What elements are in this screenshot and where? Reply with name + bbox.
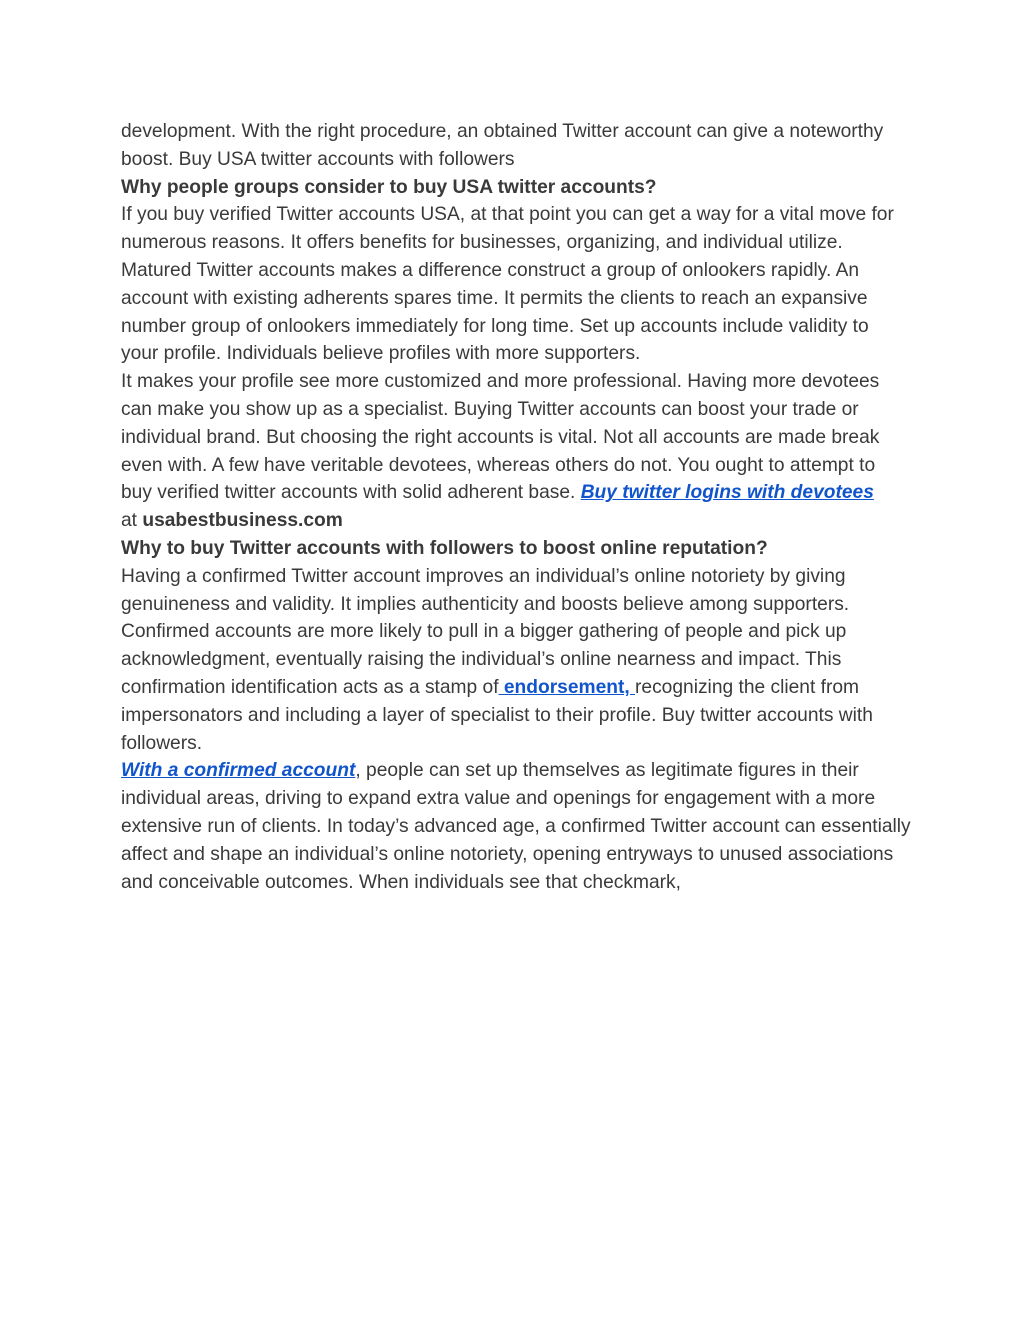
heading-why-people-buy: Why people groups consider to buy USA twitter accounts? [121, 176, 657, 198]
link-endorsement[interactable]: endorsement, [498, 676, 636, 698]
paragraph-site-line [121, 507, 911, 535]
document-body [121, 118, 911, 896]
paragraph-with-confirmed-account [121, 757, 911, 896]
paragraph-confirmed-text-b: recognizing the client from impersonators and including a layer of specialist to their profile. Buy twitter accounts with followers. [121, 676, 873, 754]
heading-boost-reputation: Why to buy Twitter accounts with followers to boost online reputation? [121, 537, 768, 559]
paragraph-confirmed-account [121, 563, 911, 758]
paragraph-confirmed-text-a: Having a confirmed Twitter account improves an individual’s online notoriety by giving genuineness and validity. It implies authenticity and boosts believe among supporters. Confirmed accounts are more likely to pull in a bigger gathering of people and pick up acknowledgment, eventually raising the individual’s online nearness and impact. This confirmation identification acts as a stamp of [121, 565, 850, 698]
paragraph-profile-customized [121, 368, 911, 507]
paragraph-profile-text: It makes your profile see more customized and more professional. Having more devotees can make you show up as a specialist. Buying Twitter accounts can boost your trade or individual brand. But choosing the right accounts is vital. Not all accounts are made break even with. A few have veritable devotees, whereas others do not. You ought to attempt to buy verified twitter accounts with solid adherent base. [121, 371, 880, 504]
link-with-confirmed-account[interactable]: With a confirmed account [121, 760, 356, 782]
site-name: usabestbusiness.com [142, 510, 343, 532]
paragraph-with-confirmed-text: , people can set up themselves as legitimate figures in their individual areas, driving to expand extra value and openings for engagement with a more extensive run of clients. In today’s advanced age, a confirmed Twitter account can essentially affect and shape an individual’s online notoriety, opening entryways to unused associations and conceivable outcomes. When individuals see that checkmark, [121, 760, 911, 893]
site-prefix: at [121, 510, 143, 532]
paragraph-verified-accounts: If you buy verified Twitter accounts USA, at that point you can get a way for a vital move for numerous reasons. It offers benefits for businesses, organizing, and individual utilize. Matured Twitter accounts makes a difference construct a group of onlookers rapidly. An account with existing adherents spares time. It permits the clients to reach an expansive number group of onlookers immediately for long time. Set up accounts include validity to your profile. Individuals believe profiles with more supporters. [121, 204, 894, 365]
link-buy-twitter-logins[interactable]: Buy twitter logins with devotees [580, 482, 874, 504]
paragraph-intro: development. With the right procedure, an obtained Twitter account can give a noteworthy boost. Buy USA twitter accounts with followers [121, 121, 884, 170]
